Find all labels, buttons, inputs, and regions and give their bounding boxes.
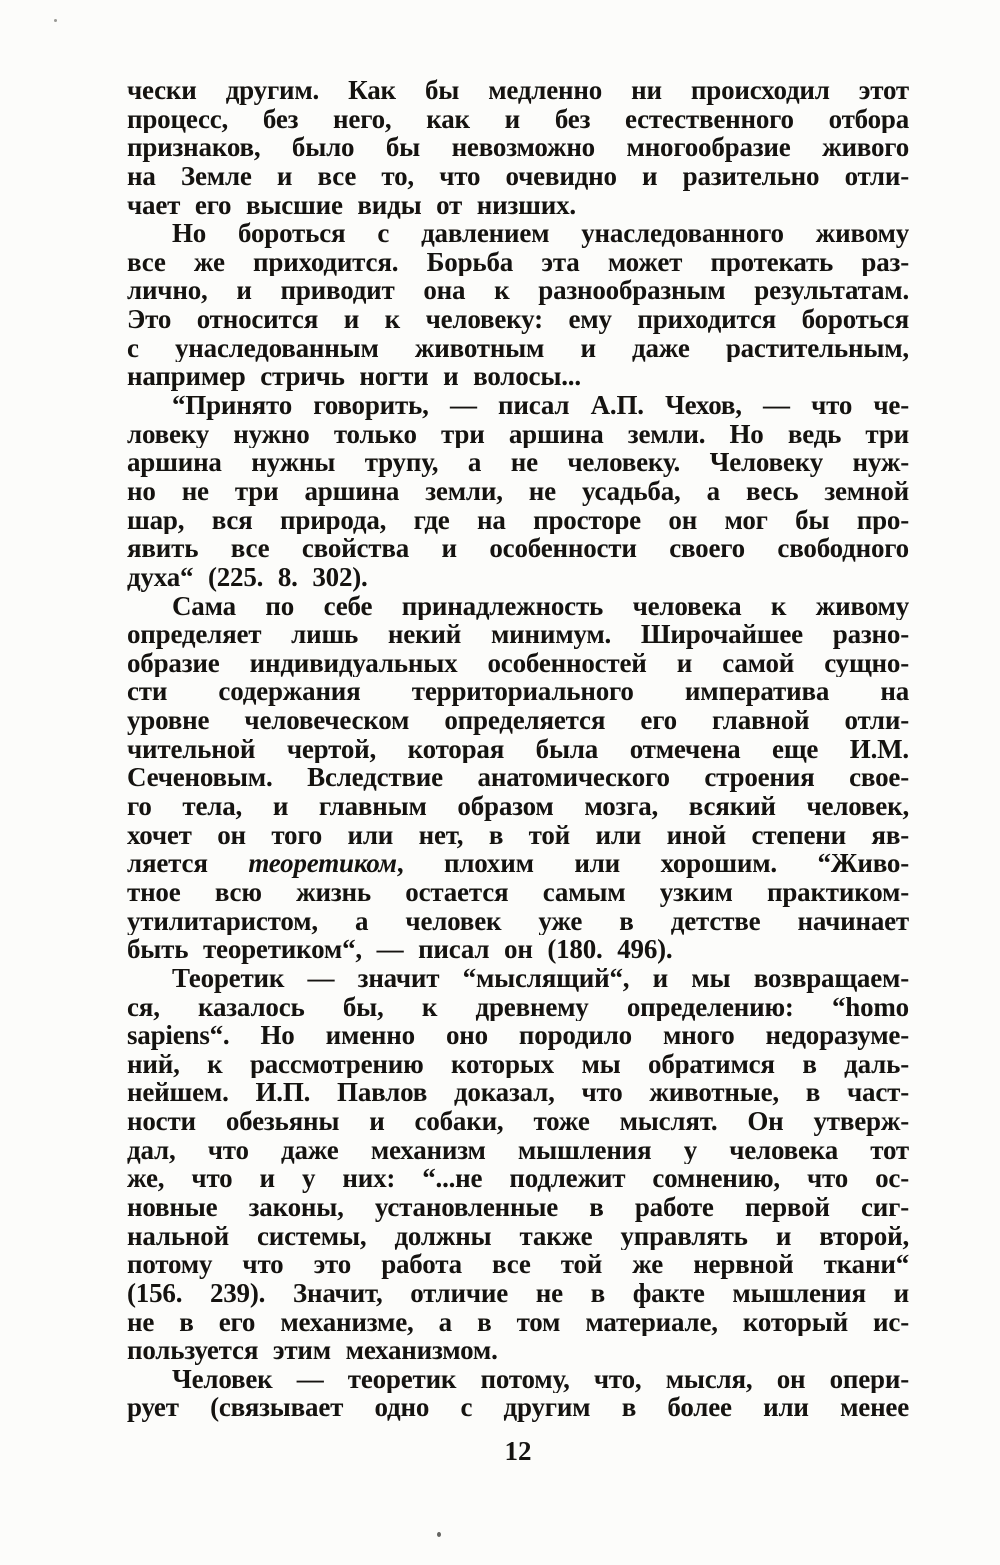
text-line	[127, 362, 909, 391]
text-line	[127, 878, 909, 907]
text-run: ляется	[127, 849, 249, 878]
text-line	[127, 1107, 909, 1136]
text-run: на Земле и все то, что очевидно и разительно отли-	[127, 161, 909, 191]
text-line	[127, 477, 909, 506]
text-run: Сама по себе принадлежность человека к живому	[172, 591, 909, 621]
text-run: процесс, без него, как и без естественного отбора	[127, 104, 909, 134]
text-run: определяет лишь некий минимум. Широчайшее разно-	[127, 620, 909, 649]
text-line	[127, 420, 909, 449]
text-line	[127, 534, 909, 563]
text-run: лично, и приводит она к разнообразным результатам.	[127, 276, 909, 306]
text-run: ний, к рассмотрению которых мы обратимся в даль-	[127, 1049, 909, 1079]
ink-speck	[54, 19, 57, 22]
text-run: “Принято говорить, — писал А.П. Чехов, — что че-	[172, 391, 909, 420]
text-run: образие индивидуальных особенностей и самой сущно-	[127, 648, 909, 678]
text-line	[127, 792, 909, 821]
ink-speck	[437, 1532, 441, 1537]
text-run: явить все свойства и особенности своего свободного	[127, 534, 909, 563]
text-run: рует (связывает одно с другим в более или менее	[127, 1393, 909, 1423]
text-run: с унаследованным животным и даже растительным,	[127, 333, 909, 363]
text-run: шар, вся природа, где на просторе он мог бы про-	[127, 505, 909, 535]
text-line	[127, 821, 909, 850]
text-line	[127, 105, 909, 134]
text-line	[127, 592, 909, 621]
text-run: го тела, и главным образом мозга, всякий человек,	[127, 792, 909, 821]
text-run: пользуется этим механизмом.	[127, 1336, 498, 1365]
text-line	[127, 1193, 909, 1222]
text-line	[127, 1365, 909, 1394]
text-run: тное всю жизнь остается самым узким практиком-	[127, 877, 909, 907]
text-run: sapiens“. Но именно оно породило много недоразуме-	[127, 1021, 909, 1050]
text-line	[127, 1279, 909, 1308]
text-line	[127, 305, 909, 334]
text-run: утилитаристом, а человек уже в детстве начинает	[127, 906, 909, 936]
text-line	[127, 935, 909, 964]
text-run: , плохим или хорошим. “Живо-	[396, 849, 909, 878]
text-line	[127, 964, 909, 993]
text-line	[127, 907, 909, 936]
text-line	[127, 1136, 909, 1165]
text-line	[127, 763, 909, 792]
text-line	[127, 849, 909, 878]
text-run: не в его механизме, а в том материале, который ис-	[127, 1307, 909, 1337]
text-run: чительной чертой, которая была отмечена еще И.М.	[127, 734, 909, 764]
text-line	[127, 448, 909, 477]
text-line	[127, 735, 909, 764]
text-line	[127, 1222, 909, 1251]
text-run: Это относится и к человеку: ему приходится бороться	[127, 305, 909, 334]
text-line	[127, 162, 909, 191]
text-run: ловеку нужно только три аршина земли. Но ведь три	[127, 419, 909, 449]
text-line	[127, 1250, 909, 1279]
text-run: но не три аршина земли, не усадьба, а весь земной	[127, 476, 909, 506]
text-run: Но бороться с давлением унаследованного живому	[172, 219, 909, 248]
text-line	[127, 1164, 909, 1193]
page-number: 12	[504, 1436, 532, 1466]
text-line	[127, 248, 909, 277]
text-run: быть теоретиком“, — писал он (180. 496).	[127, 935, 673, 964]
body-text	[127, 76, 909, 1422]
italic-text-run: теоретиком	[248, 849, 397, 878]
text-line	[127, 563, 909, 592]
text-line	[127, 1021, 909, 1050]
text-run: нейшем. И.П. Павлов доказал, что животные, в част-	[127, 1078, 909, 1108]
text-run: (156. 239). Значит, отличие не в факте мышления и	[127, 1278, 909, 1308]
text-run: ности обезьяны и собаки, тоже мыслят. Он утверж-	[127, 1107, 909, 1136]
text-line	[127, 706, 909, 735]
text-line	[127, 391, 909, 420]
text-run: Человек — теоретик потому, что, мысля, он опери-	[172, 1364, 909, 1394]
text-run: Теоретик — значит “мыслящий“, и мы возвращаем-	[172, 963, 909, 993]
text-line	[127, 133, 909, 162]
text-line	[127, 1078, 909, 1107]
text-run: духа“ (225. 8. 302).	[127, 562, 368, 592]
text-run: уровне человеческом определяется его главной отли-	[127, 706, 909, 735]
text-run: дал, что даже механизм мышления у человека тот	[127, 1135, 909, 1165]
text-run: сти содержания территориального императива на	[127, 677, 909, 707]
text-line	[127, 649, 909, 678]
text-line	[127, 993, 909, 1022]
text-line	[127, 219, 909, 248]
text-run: новные законы, установленные в работе первой сиг-	[127, 1192, 909, 1222]
text-run: хочет он того или нет, в той или иной степени яв-	[127, 820, 909, 850]
text-run: чески другим. Как бы медленно ни происходил этот	[127, 76, 909, 105]
text-run: чает его высшие виды от низших.	[127, 190, 576, 220]
text-line	[127, 276, 909, 305]
text-run: например стричь ногти и волосы...	[127, 362, 581, 392]
text-line	[127, 334, 909, 363]
text-run: аршина нужны трупу, а не человеку. Человеку нуж-	[127, 448, 909, 477]
text-line	[127, 620, 909, 649]
text-run: ся, казалось бы, к древнему определению: “homo	[127, 992, 909, 1022]
text-run: Сеченовым. Вследствие анатомического строения свое-	[127, 763, 909, 793]
text-line	[127, 76, 909, 105]
text-line	[127, 1393, 909, 1422]
text-run: же, что и у них: “...не подлежит сомнению, что ос-	[127, 1164, 909, 1193]
text-line	[127, 506, 909, 535]
text-line	[127, 1308, 909, 1337]
text-line	[127, 191, 909, 220]
text-line	[127, 1050, 909, 1079]
text-line	[127, 677, 909, 706]
text-line	[127, 1336, 909, 1365]
text-run: нальной системы, должны также управлять и второй,	[127, 1221, 909, 1251]
text-run: все же приходится. Борьба эта может протекать раз-	[127, 247, 909, 277]
text-run: признаков, было бы невозможно многообразие живого	[127, 133, 909, 162]
text-run: потому что это работа все той же нервной ткани“	[127, 1250, 909, 1279]
